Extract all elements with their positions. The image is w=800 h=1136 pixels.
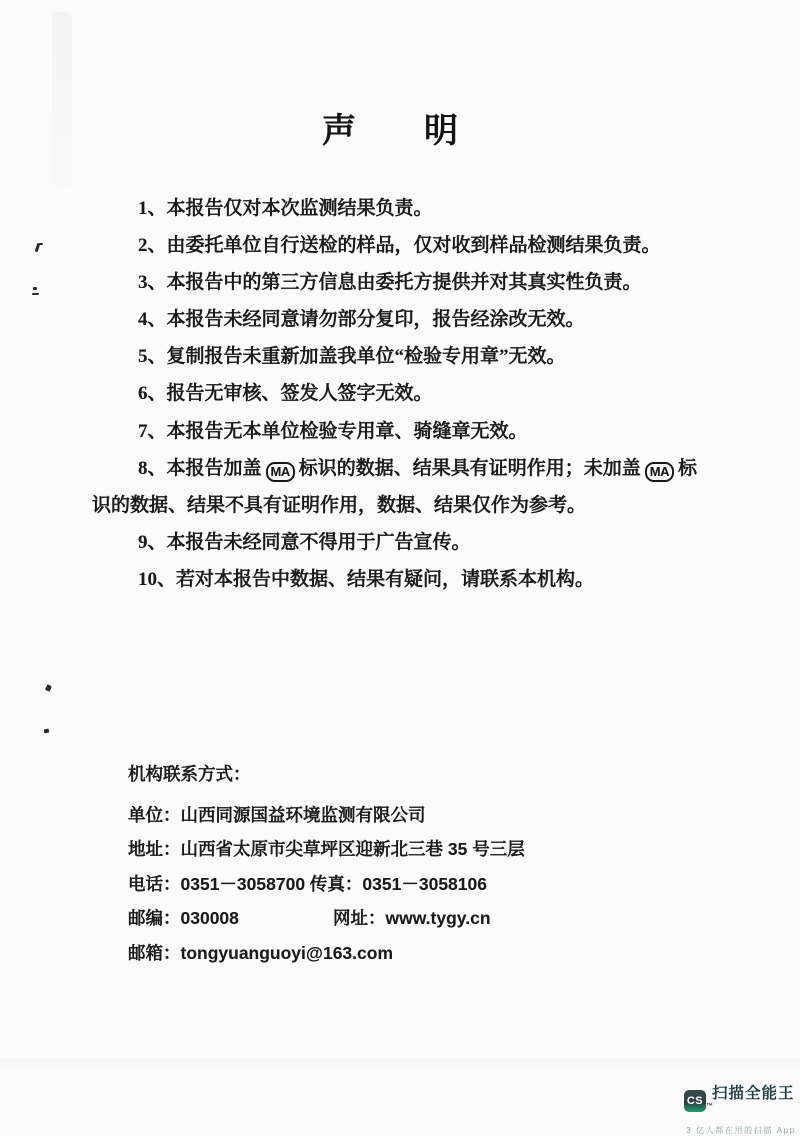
statement-item-1: 1、本报告仅对本次监测结果负责。 [138,198,433,219]
cma-mark-text: MA [270,463,290,479]
contact-company: 单位：山西同源国益环境监测有限公司 [128,804,426,825]
scan-speck [44,729,50,734]
camscanner-app-name: 扫描全能王 [712,1085,795,1102]
page-title: 声 明 [322,113,458,150]
cma-mark-text: MA [649,463,669,479]
statement-item-3: 3、本报告中的第三方信息由委托方提供并对其真实性负责。 [138,272,642,294]
camscanner-badge-row [684,1081,798,1121]
scan-speck [39,243,43,245]
statement-list [92,190,707,598]
scan-speck [32,293,39,295]
scan-speck [35,243,41,252]
cma-mark-icon [266,462,295,482]
statement-item-2: 2、由委托单位自行送检的样品，仅对收到样品检测结果负责。 [138,235,661,257]
statement-item-10: 10、若对本报告中数据、结果有疑问，请联系本机构。 [138,568,595,590]
scan-speck [33,287,37,290]
contact-postal: 邮编：030008 [128,908,239,928]
trademark-symbol: ™ [706,1103,713,1110]
contact-website: 网址：www.tygy.cn [333,908,491,928]
statement-item-7: 7、本报告无本单位检验专用章、骑缝章无效。 [138,420,528,442]
contact-phone-fax: 电话：0351－3058700 传真：0351－3058106 [128,873,487,894]
scan-speck [45,684,52,692]
camscanner-watermark [684,1081,798,1136]
statement-item-8-part2: 标识的数据、结果具有证明作用；未加盖 [298,457,641,479]
statement-item-8 [92,450,707,524]
contact-heading: 机构联系方式： [128,764,251,784]
statement-item-5: 5、复制报告未重新加盖我单位“检验专用章”无效。 [138,346,566,368]
statement-item-4: 4、本报告未经同意请勿部分复印，报告经涂改无效。 [138,309,585,331]
contact-email: 邮箱：tongyuanguoyi@163.com [128,942,394,963]
camscanner-cs-logo-icon: CS [684,1090,706,1112]
scan-artifact-band [52,12,72,187]
contact-address: 地址：山西省太原市尖草坪区迎新北三巷 35 号三层 [128,839,525,859]
paper-edge-shadow [0,1058,800,1072]
contact-block [128,757,648,970]
statement-item-8-part3: 标识的数据、结果不具有证明作用，数据、结果仅作为参考。 [92,457,697,516]
statement-item-8-part1: 8、本报告加盖 [138,457,262,479]
statement-item-9: 9、本报告未经同意不得用于广告宣传。 [138,531,471,553]
contact-postal-web-row [128,901,648,936]
statement-item-6: 6、报告无审核、签发人签字无效。 [138,383,433,405]
camscanner-tagline: 3 亿人都在用的扫描 App [686,1126,796,1135]
cma-mark-icon [645,462,674,482]
